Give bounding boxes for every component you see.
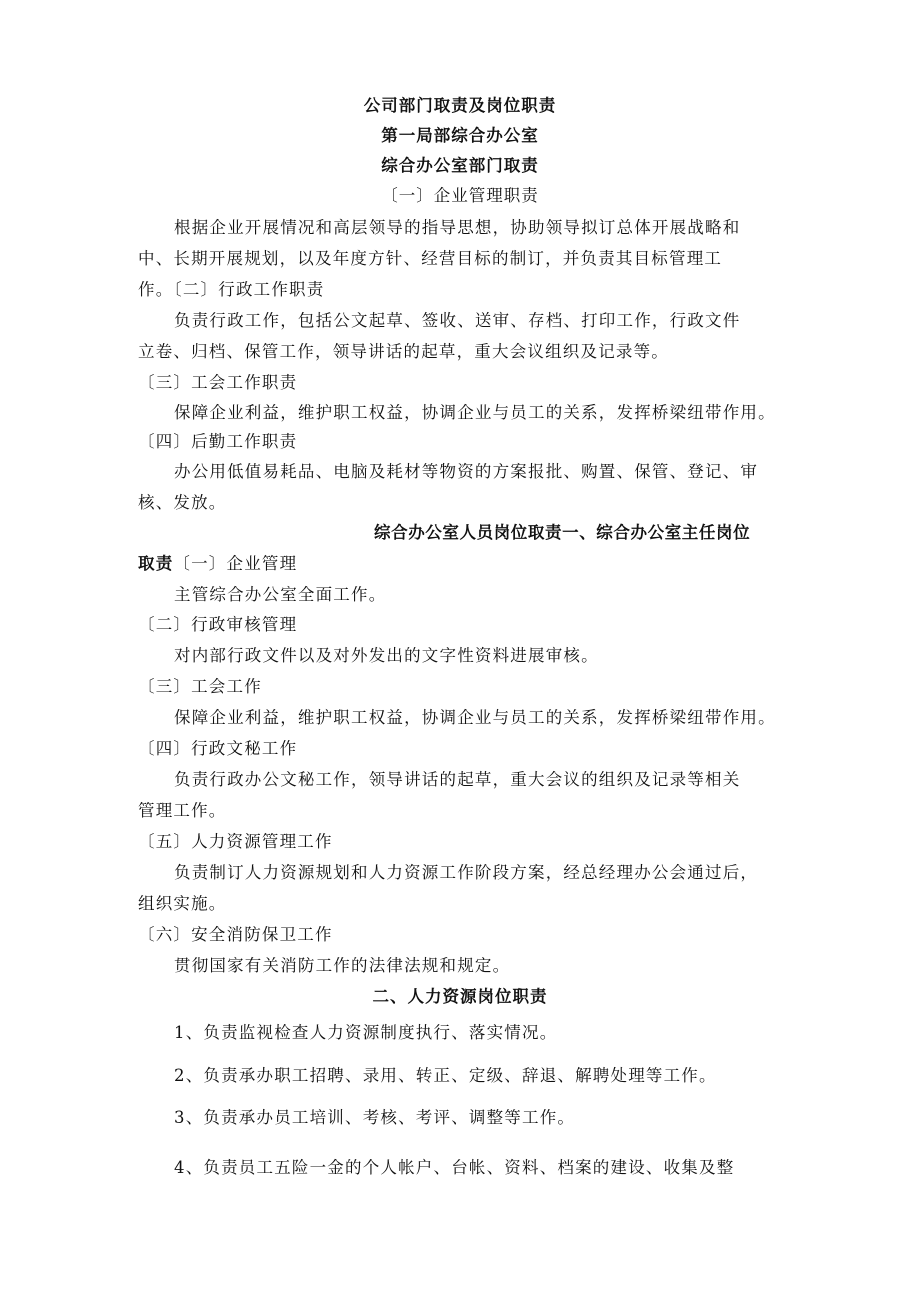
hr-item-4: 4、负责员工五险一金的个人帐户、台帐、资料、档案的建设、收集及整 xyxy=(174,1158,735,1177)
staff-paragraph-6: 贯彻国家有关消防工作的法律法规和规定。 xyxy=(174,956,511,975)
dept-paragraph-1-line-3: 作。〔二〕行政工作职责 xyxy=(138,280,325,299)
dept-paragraph-1-line-1: 根据企业开展情况和高层领导的指导思想，协助领导拟订总体开展战略和 xyxy=(174,218,741,237)
staff-subheading-3: 〔三〕工会工作 xyxy=(138,677,262,696)
section1-heading: 第一局部综合办公室 xyxy=(381,126,539,145)
staff-paragraph-5-line-2: 组织实施。 xyxy=(138,894,227,913)
hr-item-3: 3、负责承办员工培训、考核、考评、调整等工作。 xyxy=(174,1108,576,1127)
staff-heading-tail: 取责 xyxy=(138,554,174,573)
staff-paragraph-2: 对内部行政文件以及对外发出的文字性资料进展审核。 xyxy=(174,646,599,665)
dept-paragraph-2-line-1: 负责行政工作，包括公文起草、签收、送审、存档、打印工作，行政文件 xyxy=(174,311,741,330)
staff-paragraph-1: 主管综合办公室全面工作。 xyxy=(174,585,387,604)
dept-subheading-4: 〔四〕后勤工作职责 xyxy=(138,432,298,451)
staff-heading-line-1: 综合办公室人员岗位取责一、综合办公室主任岗位 xyxy=(374,523,751,542)
staff-heading-line-2 xyxy=(138,554,297,574)
dept-heading: 综合办公室部门取责 xyxy=(381,156,539,175)
staff-paragraph-4-line-1: 负责行政办公文秘工作，领导讲话的起草，重大会议的组织及记录等相关 xyxy=(174,770,741,789)
staff-subheading-1: 〔一〕企业管理 xyxy=(173,554,298,573)
staff-paragraph-5-line-1: 负责制订人力资源规划和人力资源工作阶段方案，经总经理办公会通过后， xyxy=(174,863,759,882)
hr-item-1: 1、负责监视检查人力资源制度执行、落实情况。 xyxy=(174,1023,558,1042)
staff-paragraph-4-line-2: 管理工作。 xyxy=(138,801,227,820)
staff-subheading-4: 〔四〕行政文秘工作 xyxy=(138,739,298,758)
dept-paragraph-1-line-2: 中、长期开展规划，以及年度方针、经营目标的制订，并负责其目标管理工 xyxy=(138,249,723,268)
hr-item-2: 2、负责承办职工招聘、录用、转正、定级、辞退、解聘处理等工作。 xyxy=(174,1066,717,1085)
staff-paragraph-3: 保障企业利益，维护职工权益，协调企业与员工的关系，发挥桥梁纽带作用。 xyxy=(174,708,776,727)
dept-paragraph-3: 保障企业利益，维护职工权益，协调企业与员工的关系，发挥桥梁纽带作用。 xyxy=(174,403,776,422)
staff-subheading-5: 〔五〕人力资源管理工作 xyxy=(138,832,333,851)
staff-subheading-6: 〔六〕安全消防保卫工作 xyxy=(138,925,333,944)
dept-paragraph-4-line-1: 办公用低值易耗品、电脑及耗材等物资的方案报批、购置、保管、登记、审 xyxy=(174,462,759,481)
hr-heading: 二、人力资源岗位职责 xyxy=(372,987,548,1006)
dept-subheading-1: 〔一〕企业管理职责 xyxy=(381,186,539,205)
dept-paragraph-4-line-2: 核、发放。 xyxy=(138,493,227,512)
dept-subheading-3: 〔三〕工会工作职责 xyxy=(138,373,298,392)
dept-paragraph-2-line-2: 立卷、归档、保管工作，领导讲话的起草，重大会议组织及记录等。 xyxy=(138,342,669,361)
staff-subheading-2: 〔二〕行政审核管理 xyxy=(138,615,298,634)
document-title: 公司部门取责及岗位职责 xyxy=(363,96,557,115)
